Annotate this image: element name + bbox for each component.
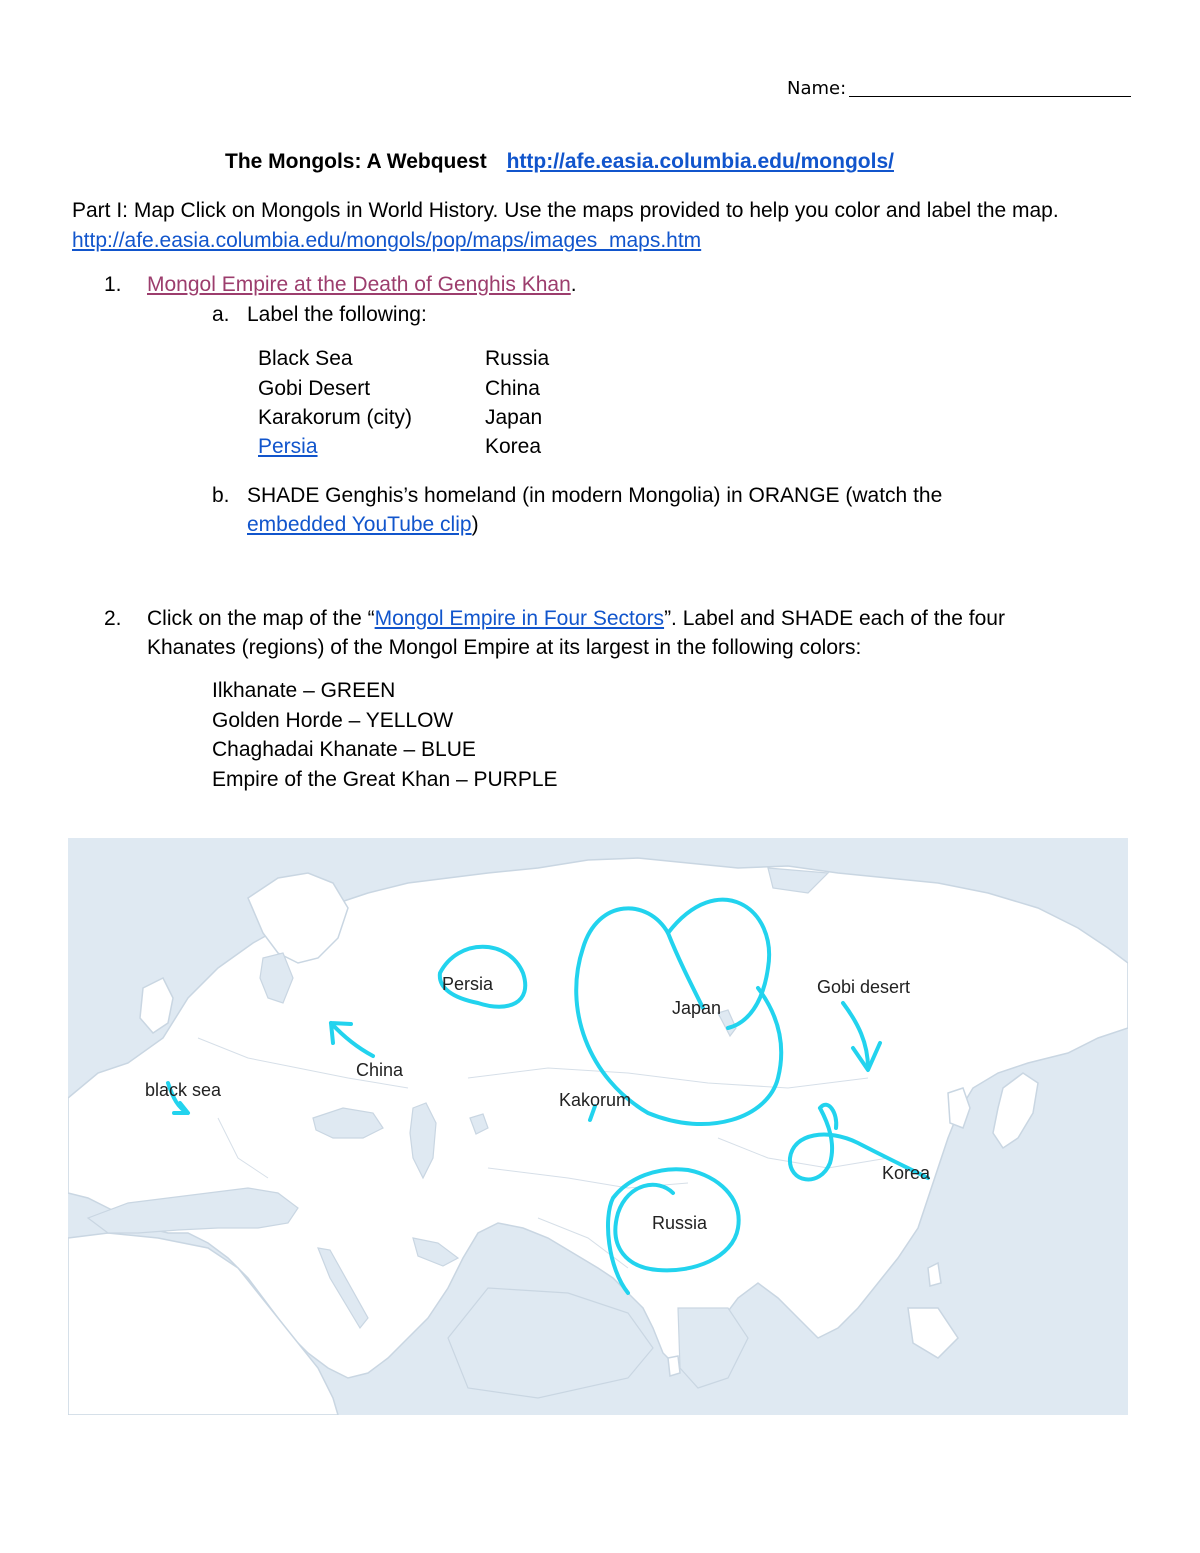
- japan-landmass: [993, 1073, 1038, 1148]
- map-label-persia: Persia: [442, 974, 494, 994]
- map-label-russia: Russia: [652, 1213, 708, 1233]
- youtube-clip-link[interactable]: embedded YouTube clip: [247, 513, 472, 536]
- title-text: The Mongols: A Webquest: [225, 150, 487, 173]
- map-label-japan: Japan: [672, 998, 722, 1018]
- label-list-item: Japan: [485, 406, 543, 429]
- label-list-item: Karakorum (city): [258, 406, 413, 429]
- label-list-item: Korea: [485, 435, 542, 458]
- khanate-color-item: Chaghadai Khanate – BLUE: [212, 738, 476, 761]
- part1-text: Part I: Map Click on Mongols in World History. Use the maps provided to help you color and label the map.: [72, 199, 1059, 222]
- island-landmass: [928, 1263, 941, 1286]
- name-label: Name:: [787, 78, 847, 99]
- item2-number: 2.: [104, 607, 122, 630]
- item1-death-of-genghis-link[interactable]: Mongol Empire at the Death of Genghis Khan: [147, 273, 571, 296]
- item2-line2: Khanates (regions) of the Mongol Empire at its largest in the following colors:: [147, 636, 862, 659]
- item1-number: 1.: [104, 273, 122, 296]
- britain-landmass: [140, 978, 173, 1033]
- srilanka-landmass: [668, 1356, 680, 1376]
- map-drawing: [68, 838, 1128, 1415]
- item1b-letter: b.: [212, 484, 230, 507]
- island-landmass: [908, 1308, 958, 1358]
- item1a-letter: a.: [212, 303, 230, 326]
- khanate-color-item: Ilkhanate – GREEN: [212, 679, 396, 702]
- arabian-sea: [448, 1288, 653, 1398]
- part1-maps-link[interactable]: http://afe.easia.columbia.edu/mongols/pop/maps/images_maps.htm: [72, 229, 702, 252]
- khanate-color-item: Empire of the Great Khan – PURPLE: [212, 768, 558, 791]
- eurasia-outline-map: [68, 838, 1128, 1415]
- map-label-gobi-desert: Gobi desert: [817, 977, 911, 997]
- page-title: [225, 150, 894, 174]
- item1b-text: SHADE Genghis’s homeland (in modern Mongolia) in ORANGE (watch the: [247, 484, 943, 507]
- name-blank-line[interactable]: [849, 96, 1131, 97]
- item1-line: Mongol Empire at the Death of Genghis Khan.: [147, 273, 577, 296]
- map-label-china: China: [356, 1060, 404, 1080]
- item2-line1: Click on the map of the “Mongol Empire in Four Sectors”. Label and SHADE each of the four: [147, 607, 1005, 630]
- map-label-kakorum: Kakorum: [559, 1090, 632, 1110]
- map-label-korea: Korea: [882, 1163, 931, 1183]
- four-sectors-link[interactable]: Mongol Empire in Four Sectors: [374, 607, 665, 630]
- part1-instructions: [72, 196, 1132, 256]
- label-list-item: Black Sea: [258, 347, 353, 370]
- label-list-item: Russia: [485, 347, 550, 370]
- item1b-line2: embedded YouTube clip): [247, 513, 479, 536]
- title-url-link[interactable]: http://afe.easia.columbia.edu/mongols/: [506, 150, 894, 173]
- map-label-black-sea: black sea: [145, 1080, 222, 1100]
- khanate-color-item: Golden Horde – YELLOW: [212, 709, 454, 732]
- item1a-text: Label the following:: [247, 303, 427, 326]
- bay-of-bengal: [678, 1308, 748, 1388]
- label-list-item: Gobi Desert: [258, 377, 371, 400]
- persia-link[interactable]: Persia: [258, 435, 318, 458]
- label-list-item: China: [485, 377, 540, 400]
